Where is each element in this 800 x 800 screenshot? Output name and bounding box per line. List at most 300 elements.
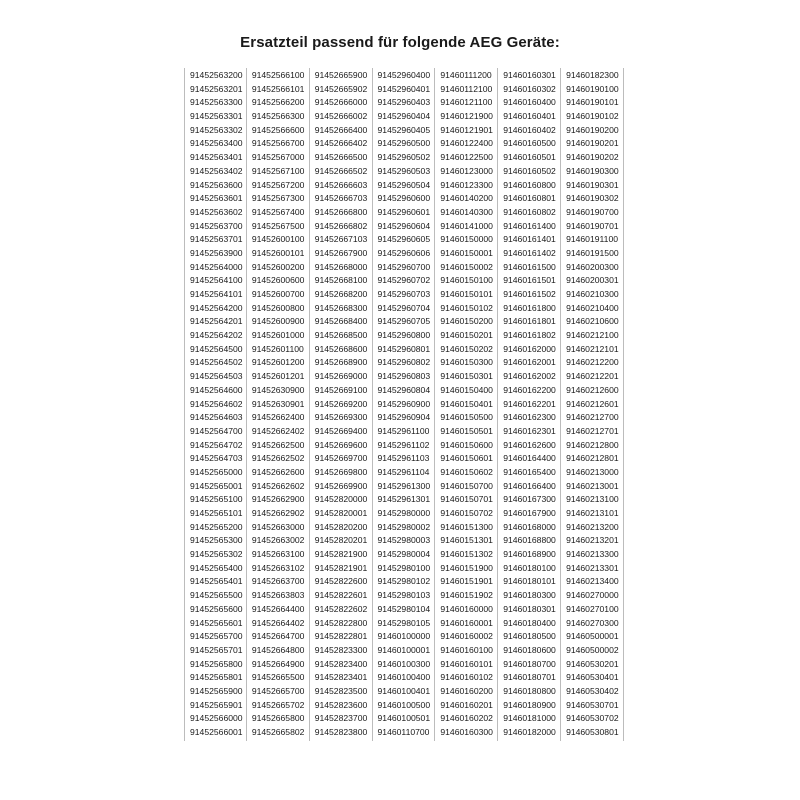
table-cell: 91460123000: [440, 165, 493, 176]
table-cell: 91452960900: [377, 398, 431, 409]
table-cell: 91452668300: [314, 302, 368, 313]
table-cell: 91452563301: [190, 111, 243, 122]
table-cell: 91460161801: [503, 316, 556, 327]
table-column: [498, 68, 561, 741]
table-cell: 91452980100: [377, 562, 431, 573]
table-cell: 91452564702: [190, 439, 243, 450]
table-cell: 91452566600: [251, 124, 305, 135]
table-cell: 91452564602: [190, 398, 243, 409]
table-cell: 91452565401: [190, 576, 243, 587]
table-cell: 91452564500: [190, 343, 243, 354]
table-cell: 91460160100: [440, 644, 493, 655]
table-cell: 91460160001: [440, 617, 493, 628]
table-cell: 91460190202: [566, 152, 619, 163]
table-cell: 91452666500: [314, 152, 368, 163]
table-cell: 91452960404: [377, 111, 431, 122]
table-cell: 91460100000: [377, 631, 431, 642]
table-cell: 91460164400: [503, 453, 556, 464]
table-cell: 91452960503: [377, 165, 431, 176]
table-cell: 91460161502: [503, 289, 556, 299]
table-cell: 91460181000: [503, 713, 556, 724]
table-cell: 91452565601: [190, 617, 243, 628]
table-column: [373, 68, 436, 741]
table-cell: 91452669300: [314, 412, 368, 423]
table-cell: 91460121900: [440, 111, 493, 122]
table-cell: 91452630901: [251, 398, 305, 409]
table-cell: 91452565701: [190, 644, 243, 655]
table-cell: 91460160302: [503, 83, 556, 94]
table-cell: 91452567300: [251, 193, 305, 204]
table-cell: 91460168900: [503, 549, 556, 560]
table-cell: 91452567100: [251, 165, 305, 176]
table-cell: 91452662902: [251, 508, 305, 518]
table-cell: 91460210600: [566, 316, 619, 327]
table-cell: 91452563201: [190, 83, 243, 94]
table-cell: 91452822600: [314, 576, 368, 587]
table-cell: 91452564202: [190, 330, 243, 341]
table-cell: 91452600600: [251, 275, 305, 286]
table-cell: 91460500002: [566, 644, 619, 655]
table-cell: 91452567200: [251, 179, 305, 190]
table-cell: 91460166400: [503, 480, 556, 491]
table-cell: 91452960400: [377, 70, 431, 80]
table-cell: 91452663000: [251, 521, 305, 532]
table-cell: 91460150600: [440, 439, 493, 450]
table-cell: 91452669600: [314, 439, 368, 450]
table-cell: 91452564200: [190, 302, 243, 313]
table-cell: 91460151902: [440, 590, 493, 601]
table-cell: 91460150200: [440, 316, 493, 327]
table-cell: 91460112100: [440, 83, 493, 94]
table-cell: 91452565100: [190, 494, 243, 505]
table-cell: 91452961301: [377, 494, 431, 505]
table-cell: 91452821901: [314, 562, 368, 573]
table-cell: 91460191500: [566, 247, 619, 258]
table-cell: 91452663700: [251, 576, 305, 587]
table-cell: 91452564100: [190, 275, 243, 286]
table-cell: 91460182000: [503, 727, 556, 737]
table-cell: 91452565001: [190, 480, 243, 491]
table-cell: 91452566101: [251, 83, 305, 94]
table-cell: 91452563300: [190, 97, 243, 108]
table-cell: 91460212201: [566, 371, 619, 382]
table-cell: 91460190201: [566, 138, 619, 149]
table-cell: 91460530201: [566, 658, 619, 669]
table-cell: 91452669000: [314, 371, 368, 382]
table-cell: 91452664402: [251, 617, 305, 628]
table-cell: 91452669100: [314, 384, 368, 395]
table-cell: 91452669700: [314, 453, 368, 464]
table-cell: 91452823600: [314, 699, 368, 710]
table-cell: 91452564502: [190, 357, 243, 368]
table-cell: 91460180400: [503, 617, 556, 628]
table-column: [310, 68, 373, 741]
table-cell: 91460190200: [566, 124, 619, 135]
table-cell: 91452666703: [314, 193, 368, 204]
table-cell: 91452563701: [190, 234, 243, 245]
table-cell: 91452564700: [190, 425, 243, 436]
table-cell: 91452563401: [190, 152, 243, 163]
table-cell: 91452567400: [251, 206, 305, 217]
table-cell: 91452820201: [314, 535, 368, 546]
table-cell: 91460150102: [440, 302, 493, 313]
table-cell: 91460213301: [566, 562, 619, 573]
table-cell: 91452563600: [190, 179, 243, 190]
table-cell: 91452662900: [251, 494, 305, 505]
table-cell: 91452820000: [314, 494, 368, 505]
table-cell: 91452662502: [251, 453, 305, 464]
table-cell: 91460212801: [566, 453, 619, 464]
table-cell: 91460160200: [440, 685, 493, 696]
table-cell: 91460190100: [566, 83, 619, 94]
table-cell: 91460180300: [503, 590, 556, 601]
table-cell: 91452980102: [377, 576, 431, 587]
page-title: Ersatzteil passend für folgende AEG Geräte:: [240, 34, 560, 51]
table-cell: 91460121100: [440, 97, 493, 108]
table-cell: 91460213100: [566, 494, 619, 505]
table-cell: 91452565200: [190, 521, 243, 532]
table-cell: 91460150000: [440, 234, 493, 245]
table-cell: 91460180701: [503, 672, 556, 683]
table-cell: 91460100300: [377, 658, 431, 669]
table-cell: 91460162001: [503, 357, 556, 368]
table-cell: 91460150601: [440, 453, 493, 464]
table-cell: 91452566100: [251, 70, 305, 80]
table-cell: 91460161501: [503, 275, 556, 286]
table-cell: 91452668400: [314, 316, 368, 327]
table-cell: 91452563900: [190, 247, 243, 258]
table-column: [435, 68, 498, 741]
table-cell: 91460212700: [566, 412, 619, 423]
table-cell: 91452600900: [251, 316, 305, 327]
table-cell: 91452601201: [251, 371, 305, 382]
table-cell: 91460151901: [440, 576, 493, 587]
table-cell: 91460160101: [440, 658, 493, 669]
table-cell: 91460151302: [440, 549, 493, 560]
table-cell: 91452669400: [314, 425, 368, 436]
table-cell: 91460150401: [440, 398, 493, 409]
table-cell: 91460180301: [503, 603, 556, 614]
table-cell: 91460180800: [503, 685, 556, 696]
table-cell: 91452666000: [314, 97, 368, 108]
table-column: [247, 68, 310, 741]
table-cell: 91452822601: [314, 590, 368, 601]
table-cell: 91460270000: [566, 590, 619, 601]
table-cell: 91452960601: [377, 206, 431, 217]
table-cell: 91460190700: [566, 206, 619, 217]
table-cell: 91452565801: [190, 672, 243, 683]
table-cell: 91452665802: [251, 727, 305, 737]
table-cell: 91460210300: [566, 289, 619, 299]
table-cell: 91460122400: [440, 138, 493, 149]
table-cell: 91452564503: [190, 371, 243, 382]
table-cell: 91460190300: [566, 165, 619, 176]
table-cell: 91452666400: [314, 124, 368, 135]
table-cell: 91460168000: [503, 521, 556, 532]
table-cell: 91452565101: [190, 508, 243, 518]
table-cell: 91460160500: [503, 138, 556, 149]
table-cell: 91452822800: [314, 617, 368, 628]
table-cell: 91452662400: [251, 412, 305, 423]
table-cell: 91460160800: [503, 179, 556, 190]
table-cell: 91452662402: [251, 425, 305, 436]
table-cell: 91452630900: [251, 384, 305, 395]
table-cell: 91452669900: [314, 480, 368, 491]
table-cell: 91452565700: [190, 631, 243, 642]
table-cell: 91460530701: [566, 699, 619, 710]
table-cell: 91452980003: [377, 535, 431, 546]
table-cell: 91452960604: [377, 220, 431, 231]
table-cell: 91452564600: [190, 384, 243, 395]
table-cell: 91452664700: [251, 631, 305, 642]
table-cell: 91452564603: [190, 412, 243, 423]
table-cell: 91452821900: [314, 549, 368, 560]
table-cell: 91452961300: [377, 480, 431, 491]
table-cell: 91460162301: [503, 425, 556, 436]
table-cell: 91460161500: [503, 261, 556, 272]
table-cell: 91460530401: [566, 672, 619, 683]
table-cell: 91452960403: [377, 97, 431, 108]
table-cell: 91452565901: [190, 699, 243, 710]
table-cell: 91460500001: [566, 631, 619, 642]
table-cell: 91452961103: [377, 453, 430, 464]
table-cell: 91452600101: [251, 247, 305, 258]
table-cell: 91452665702: [251, 699, 305, 710]
table-cell: 91460190301: [566, 179, 619, 190]
table-cell: 91452960702: [377, 275, 431, 286]
table-cell: 91452564703: [190, 453, 243, 464]
table-cell: 91452668600: [314, 343, 368, 354]
table-cell: 91460100401: [377, 685, 431, 696]
table-cell: 91452960703: [377, 289, 431, 299]
table-cell: 91452960605: [377, 234, 431, 245]
table-cell: 91460150301: [440, 371, 493, 382]
table-cell: 91460200300: [566, 261, 619, 272]
table-cell: 91452565500: [190, 590, 243, 601]
table-cell: 91460212800: [566, 439, 619, 450]
table-cell: 91452668100: [314, 275, 368, 286]
table-cell: 91452823400: [314, 658, 368, 669]
table-cell: 91460140300: [440, 206, 493, 217]
table-cell: 91460191100: [566, 234, 618, 245]
table-cell: 91460150001: [440, 247, 493, 258]
table-cell: 91460123300: [440, 179, 493, 190]
table-cell: 91460161402: [503, 247, 556, 258]
table-cell: 91460212701: [566, 425, 619, 436]
table-cell: 91452564201: [190, 316, 243, 327]
table-cell: 91460162300: [503, 412, 556, 423]
table-cell: 91460162600: [503, 439, 556, 450]
table-cell: 91452566300: [251, 111, 305, 122]
table-cell: 91460160000: [440, 603, 493, 614]
table-cell: 91460111200: [440, 70, 492, 80]
table-cell: 91460160502: [503, 165, 556, 176]
table-cell: 91452823800: [314, 727, 368, 737]
table-cell: 91460122500: [440, 152, 493, 163]
table-cell: 91452960700: [377, 261, 431, 272]
table-cell: 91452565302: [190, 549, 243, 560]
table-cell: 91460190101: [566, 97, 619, 108]
table-cell: 91452960500: [377, 138, 431, 149]
table-cell: 91452960802: [377, 357, 431, 368]
table-cell: 91460162000: [503, 343, 556, 354]
table-cell: 91452565300: [190, 535, 243, 546]
table-cell: 91452663102: [251, 562, 305, 573]
table-cell: 91460162002: [503, 371, 556, 382]
table-cell: 91452980000: [377, 508, 431, 518]
table-cell: 91452567500: [251, 220, 305, 231]
table-cell: 91460213300: [566, 549, 619, 560]
table-cell: 91460150201: [440, 330, 493, 341]
table-cell: 91452960800: [377, 330, 431, 341]
table-cell: 91460167900: [503, 508, 556, 518]
table-cell: 91452564101: [190, 289, 243, 299]
table-cell: 91460151301: [440, 535, 493, 546]
table-cell: 91460180101: [503, 576, 556, 587]
table-cell: 91452566000: [190, 713, 243, 724]
table-cell: 91452960803: [377, 371, 431, 382]
table-cell: 91452666402: [314, 138, 368, 149]
table-cell: 91460530801: [566, 727, 619, 737]
table-cell: 91460213000: [566, 466, 619, 477]
table-cell: 91452980105: [377, 617, 431, 628]
table-cell: 91452665700: [251, 685, 305, 696]
table-cell: 91460213200: [566, 521, 619, 532]
table-cell: 91452980004: [377, 549, 431, 560]
table-cell: 91460100500: [377, 699, 431, 710]
table-cell: 91452601000: [251, 330, 305, 341]
table-cell: 91452566200: [251, 97, 305, 108]
table-cell: 91452822801: [314, 631, 368, 642]
table-cell: 91460160201: [440, 699, 493, 710]
table-cell: 91460160202: [440, 713, 493, 724]
table-cell: 91452960801: [377, 343, 431, 354]
table-cell: 91452563402: [190, 165, 243, 176]
table-cell: 91460162200: [503, 384, 556, 395]
table-cell: 91452563601: [190, 193, 243, 204]
table-cell: 91460190102: [566, 111, 619, 122]
table-cell: 91452960705: [377, 316, 431, 327]
table-cell: 91452665900: [314, 70, 368, 80]
table-cell: 91460190302: [566, 193, 619, 204]
table-cell: 91460165400: [503, 466, 556, 477]
table-cell: 91452980104: [377, 603, 431, 614]
table-cell: 91452960504: [377, 179, 431, 190]
table-cell: 91452601200: [251, 357, 305, 368]
table-cell: 91452563400: [190, 138, 243, 149]
table-cell: 91452665500: [251, 672, 305, 683]
table-cell: 91460160402: [503, 124, 556, 135]
table-cell: 91452823401: [314, 672, 368, 683]
table-cell: 91460150500: [440, 412, 493, 423]
table-cell: 91452668500: [314, 330, 368, 341]
table-cell: 91452565900: [190, 685, 243, 696]
table-cell: 91460150702: [440, 508, 493, 518]
table-cell: 91460180100: [503, 562, 556, 573]
table-cell: 91452666002: [314, 111, 368, 122]
table-cell: 91452663100: [251, 549, 305, 560]
model-number-table: [184, 68, 624, 741]
table-cell: 91452663002: [251, 535, 305, 546]
table-cell: 91460150300: [440, 357, 493, 368]
table-cell: 91452565800: [190, 658, 243, 669]
table-cell: 91460150400: [440, 384, 493, 395]
table-cell: 91460160301: [503, 70, 556, 80]
table-cell: 91460160501: [503, 152, 556, 163]
table-column: [184, 68, 247, 741]
table-cell: 91460160801: [503, 193, 556, 204]
table-cell: 91452666502: [314, 165, 368, 176]
table-cell: 91460270100: [566, 603, 619, 614]
table-cell: 91460213101: [566, 508, 619, 518]
table-cell: 91460212200: [566, 357, 619, 368]
table-cell: 91452960606: [377, 247, 431, 258]
table-cell: 91460160802: [503, 206, 556, 217]
table-cell: 91452566001: [190, 727, 243, 737]
table-cell: 91452564000: [190, 261, 243, 272]
table-cell: 91452960401: [377, 83, 431, 94]
table-cell: 91460200301: [566, 275, 619, 286]
table-cell: 91460182300: [566, 70, 619, 80]
table-cell: 91460161802: [503, 330, 556, 341]
table-cell: 91452566700: [251, 138, 305, 149]
table-cell: 91460167300: [503, 494, 556, 505]
table-cell: 91452565400: [190, 562, 243, 573]
table-cell: 91452820200: [314, 521, 368, 532]
table-cell: 91452563700: [190, 220, 243, 231]
table-cell: 91460190701: [566, 220, 619, 231]
table-cell: 91452961100: [377, 425, 430, 436]
table-cell: 91460151900: [440, 562, 493, 573]
table-cell: 91452565600: [190, 603, 243, 614]
table-cell: 91452662602: [251, 480, 305, 491]
table-cell: 91452960600: [377, 193, 431, 204]
table-cell: 91460160300: [440, 727, 493, 737]
table-cell: 91452668900: [314, 357, 368, 368]
table-cell: 91460140200: [440, 193, 493, 204]
table-cell: 91452666802: [314, 220, 368, 231]
table-cell: 91460150101: [440, 289, 493, 299]
table-cell: 91452820001: [314, 508, 368, 518]
table-cell: 91460100001: [377, 644, 431, 655]
table-cell: 91452823300: [314, 644, 368, 655]
table-cell: 91460150202: [440, 343, 493, 354]
table-cell: 91460213201: [566, 535, 619, 546]
table-cell: 91460110700: [377, 727, 430, 737]
table-column: [561, 68, 624, 741]
table-cell: 91460121901: [440, 124, 493, 135]
table-cell: 91452664400: [251, 603, 305, 614]
table-cell: 91460212600: [566, 384, 619, 395]
table-cell: 91460270300: [566, 617, 619, 628]
table-cell: 91460160400: [503, 97, 556, 108]
table-cell: 91452823700: [314, 713, 368, 724]
table-cell: 91452960502: [377, 152, 431, 163]
table-cell: 91460168800: [503, 535, 556, 546]
table-cell: 91452600700: [251, 289, 305, 299]
table-cell: 91452665800: [251, 713, 305, 724]
table-cell: 91460180900: [503, 699, 556, 710]
table-cell: 91460212100: [566, 330, 619, 341]
table-cell: 91452563302: [190, 124, 243, 135]
table-cell: 91452600800: [251, 302, 305, 313]
table-cell: 91452960904: [377, 412, 431, 423]
table-cell: 91460530402: [566, 685, 619, 696]
table-cell: 91452666800: [314, 206, 368, 217]
table-cell: 91452980002: [377, 521, 431, 532]
table-cell: 91460150002: [440, 261, 493, 272]
table-cell: 91460180500: [503, 631, 556, 642]
